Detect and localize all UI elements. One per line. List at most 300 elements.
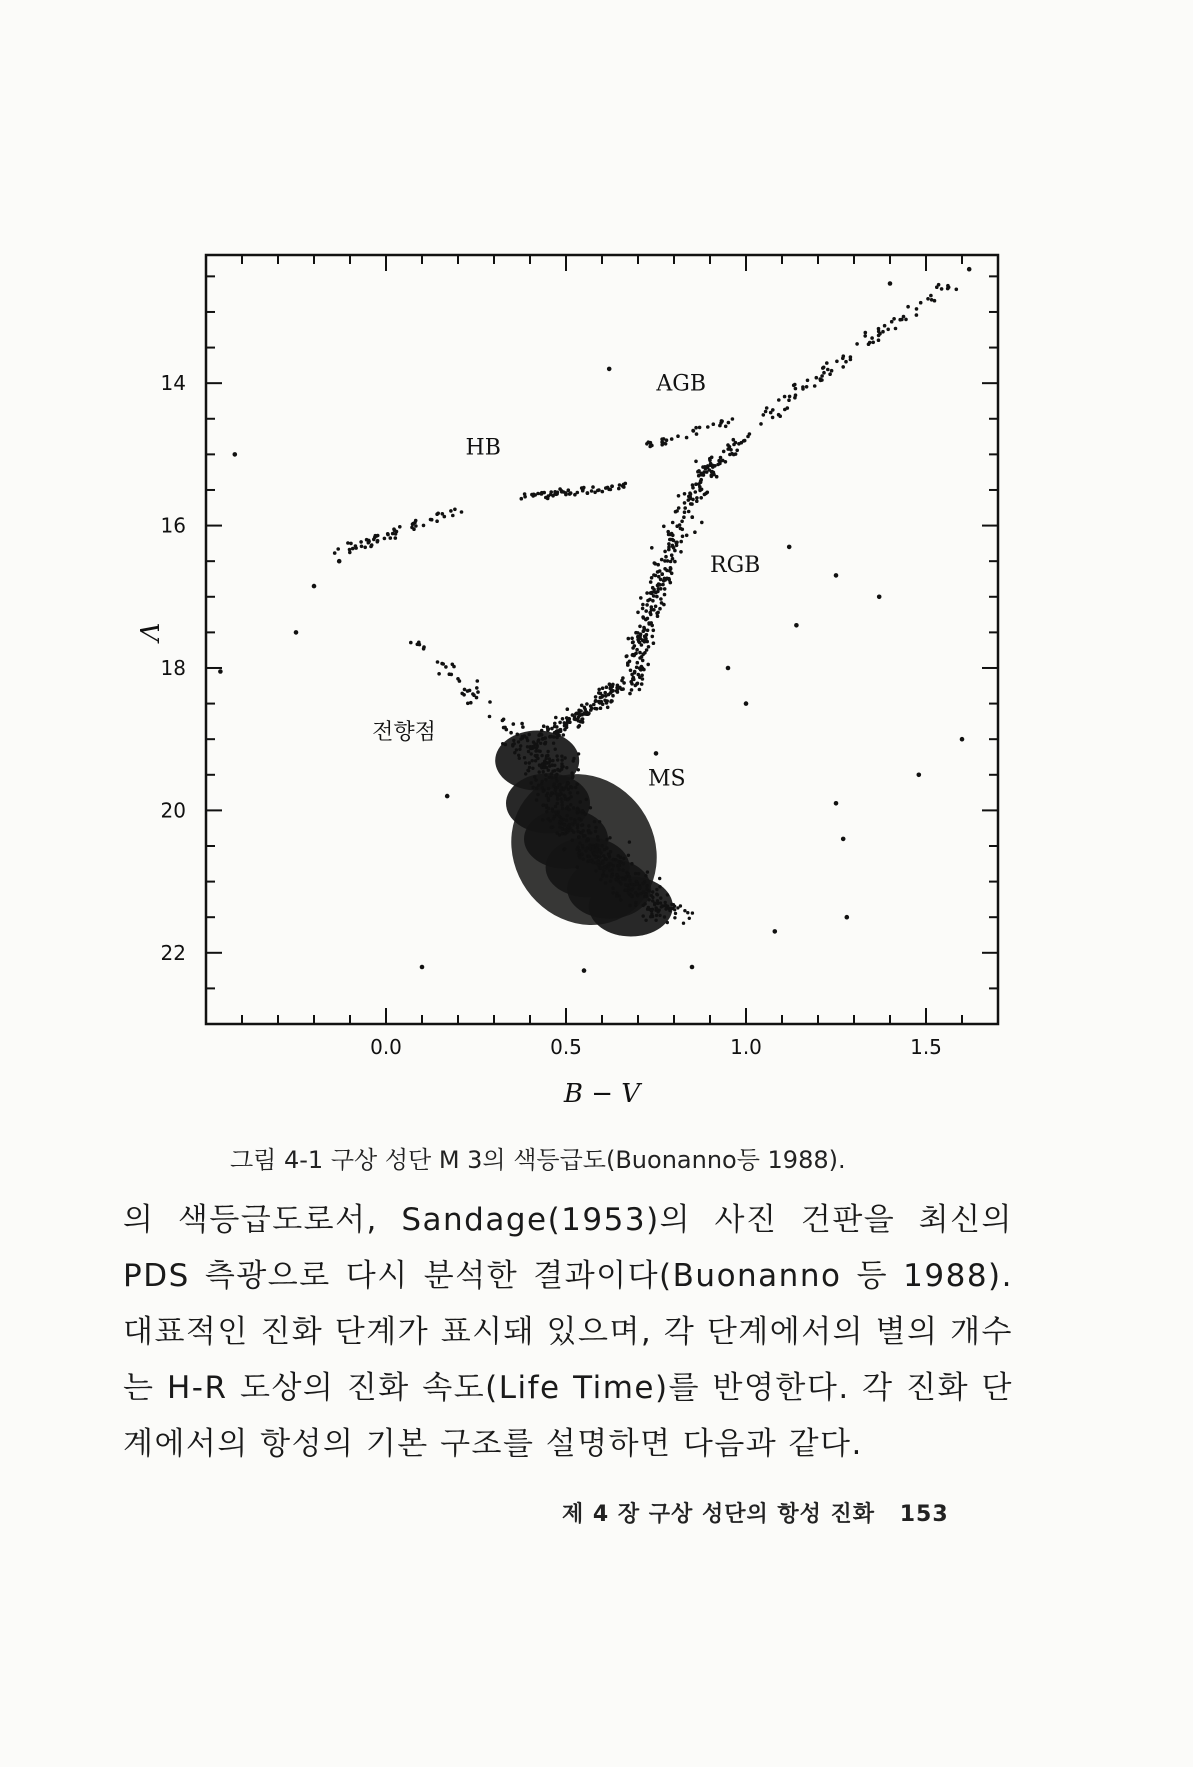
star-point	[376, 534, 380, 538]
star-point	[651, 635, 655, 639]
star-point	[588, 855, 591, 858]
star-point	[621, 877, 624, 880]
star-point	[597, 688, 601, 692]
star-point	[662, 525, 666, 529]
star-point	[673, 905, 676, 908]
x-tick-label: 0.5	[550, 1035, 582, 1059]
star-point	[611, 694, 615, 698]
star-point	[554, 774, 557, 777]
star-point	[547, 761, 550, 764]
star-point	[694, 426, 698, 430]
star-point	[557, 768, 560, 771]
star-point	[609, 850, 612, 853]
star-point	[680, 520, 684, 524]
star-point	[610, 484, 614, 488]
star-point	[555, 725, 559, 729]
star-point	[624, 883, 627, 886]
star-point	[535, 786, 538, 789]
star-point	[703, 465, 707, 469]
star-point	[586, 837, 589, 840]
star-point	[641, 882, 644, 885]
star-point	[677, 494, 681, 498]
star-point	[414, 519, 418, 523]
star-point	[336, 547, 340, 551]
star-point	[726, 443, 730, 447]
star-point	[566, 814, 569, 817]
star-point	[940, 287, 944, 291]
star-point	[955, 288, 959, 292]
star-point	[845, 915, 850, 920]
star-point	[536, 757, 539, 760]
star-point	[649, 580, 653, 584]
star-point	[690, 515, 694, 519]
star-point	[642, 890, 645, 893]
star-point	[648, 898, 651, 901]
star-point	[878, 332, 882, 336]
star-point	[605, 858, 608, 861]
star-point	[561, 717, 565, 721]
star-point	[581, 717, 585, 721]
star-point	[662, 441, 666, 445]
star-point	[646, 870, 649, 873]
star-point	[628, 660, 632, 664]
star-point	[601, 874, 604, 877]
star-point	[581, 844, 584, 847]
star-point	[589, 806, 592, 809]
star-point	[578, 841, 581, 844]
star-point	[596, 835, 599, 838]
star-point	[759, 422, 763, 426]
star-point	[667, 545, 671, 549]
star-point	[630, 888, 633, 891]
star-point	[544, 741, 547, 744]
star-point	[535, 754, 538, 757]
star-point	[526, 769, 529, 772]
star-point	[612, 891, 615, 894]
star-point	[517, 740, 520, 743]
star-point	[636, 635, 640, 639]
star-point	[641, 652, 645, 656]
star-point	[569, 817, 572, 820]
star-point	[644, 874, 647, 877]
star-point	[682, 515, 686, 519]
star-point	[898, 318, 902, 322]
region-label: RGB	[710, 552, 761, 578]
star-point	[967, 267, 972, 272]
star-point	[654, 919, 657, 922]
star-point	[509, 731, 513, 735]
star-point	[686, 911, 689, 914]
star-point	[915, 313, 919, 317]
star-point	[655, 595, 659, 599]
star-point	[926, 297, 930, 301]
star-point	[571, 839, 574, 842]
y-tick-label: 20	[160, 798, 186, 823]
star-point	[689, 497, 693, 501]
star-point	[641, 603, 645, 607]
star-point	[597, 691, 601, 695]
star-point	[629, 669, 633, 673]
star-point	[627, 886, 630, 889]
star-point	[644, 919, 647, 922]
star-point	[609, 684, 613, 688]
star-point	[828, 372, 832, 376]
star-point	[662, 603, 666, 607]
star-point	[542, 724, 546, 728]
star-point	[577, 817, 580, 820]
star-point	[562, 787, 565, 790]
star-point	[849, 355, 853, 359]
star-point	[576, 783, 579, 786]
star-point	[722, 450, 726, 454]
star-point	[670, 553, 674, 557]
star-point	[664, 901, 667, 904]
star-point	[930, 298, 934, 302]
star-point	[695, 432, 699, 436]
star-point	[593, 707, 597, 711]
star-point	[534, 759, 537, 762]
star-point	[582, 486, 586, 490]
star-point	[669, 581, 673, 585]
star-point	[710, 474, 714, 478]
star-point	[881, 330, 885, 334]
star-point	[830, 369, 834, 373]
star-point	[834, 573, 839, 578]
star-point	[554, 805, 557, 808]
star-point	[617, 686, 621, 690]
star-point	[650, 546, 654, 550]
star-point	[460, 510, 464, 514]
star-point	[594, 826, 597, 829]
star-point	[658, 607, 662, 611]
star-point	[670, 903, 673, 906]
star-point	[655, 908, 658, 911]
star-point	[636, 661, 640, 665]
star-point	[551, 809, 554, 812]
star-point	[558, 721, 562, 725]
star-point	[545, 810, 548, 813]
star-point	[645, 591, 649, 595]
star-point	[398, 525, 402, 529]
star-point	[915, 307, 919, 311]
star-point	[628, 840, 631, 843]
x-axis-label: B − V	[563, 1079, 641, 1109]
star-point	[787, 398, 791, 402]
star-point	[354, 544, 358, 548]
star-point	[520, 722, 524, 726]
star-point	[521, 735, 525, 739]
star-point	[634, 684, 638, 688]
star-point	[555, 732, 559, 736]
star-point	[919, 301, 923, 305]
star-point	[513, 742, 516, 745]
star-point	[570, 786, 573, 789]
star-point	[676, 434, 680, 438]
star-point	[420, 965, 425, 970]
star-point	[527, 750, 530, 753]
star-point	[604, 881, 607, 884]
star-point	[523, 756, 526, 759]
star-point	[587, 829, 590, 832]
star-point	[689, 492, 693, 496]
star-point	[563, 823, 566, 826]
star-point	[821, 366, 825, 370]
star-point	[435, 519, 439, 523]
star-point	[552, 735, 556, 739]
star-point	[669, 560, 673, 564]
y-tick-label: 18	[160, 655, 186, 680]
star-point	[608, 869, 611, 872]
star-point	[583, 834, 586, 837]
star-point	[502, 726, 506, 730]
star-point	[727, 421, 731, 425]
y-tick-label: 14	[160, 371, 186, 396]
star-point	[544, 773, 547, 776]
star-point	[549, 794, 552, 797]
star-point	[597, 838, 600, 841]
star-point	[660, 437, 664, 441]
star-point	[669, 566, 673, 570]
star-point	[673, 916, 676, 919]
star-point	[535, 745, 538, 748]
star-point	[451, 663, 455, 667]
star-point	[585, 702, 589, 706]
star-point	[917, 773, 922, 778]
star-point	[411, 522, 415, 526]
star-point	[588, 843, 591, 846]
star-point	[625, 655, 629, 659]
star-point	[633, 670, 637, 674]
star-point	[636, 894, 639, 897]
star-point	[646, 663, 650, 667]
star-point	[619, 882, 622, 885]
star-point	[728, 453, 732, 457]
star-point	[568, 823, 571, 826]
star-point	[732, 453, 736, 457]
star-point	[870, 336, 874, 340]
star-point	[547, 769, 550, 772]
star-point	[547, 797, 550, 800]
star-point	[537, 734, 541, 738]
star-point	[664, 555, 668, 559]
star-point	[826, 368, 830, 372]
star-point	[688, 917, 691, 920]
star-point	[657, 583, 661, 587]
star-point	[655, 914, 658, 917]
star-point	[365, 538, 369, 542]
star-point	[577, 752, 580, 755]
star-point	[576, 791, 579, 794]
star-point	[640, 674, 644, 678]
star-point	[502, 718, 506, 722]
star-point	[560, 758, 563, 761]
star-point	[678, 523, 682, 527]
star-point	[704, 492, 708, 496]
star-point	[783, 395, 787, 399]
star-point	[571, 713, 575, 717]
star-point	[631, 646, 635, 650]
y-tick-labels	[161, 371, 186, 965]
star-point	[370, 543, 374, 547]
star-point	[453, 508, 457, 512]
star-point	[717, 459, 721, 463]
star-point	[383, 537, 387, 541]
star-point	[429, 518, 433, 522]
star-point	[652, 608, 656, 612]
star-point	[548, 757, 551, 760]
star-point	[524, 772, 527, 775]
star-point	[333, 551, 337, 555]
star-point	[528, 766, 531, 769]
star-point	[642, 668, 646, 672]
star-point	[638, 886, 641, 889]
page-number: 153	[899, 1502, 949, 1527]
star-point	[685, 436, 689, 440]
star-point	[451, 514, 455, 518]
star-point	[597, 864, 600, 867]
star-point	[685, 534, 689, 538]
star-point	[554, 748, 557, 751]
star-point	[550, 772, 553, 775]
star-point	[617, 868, 620, 871]
star-point	[654, 605, 658, 609]
star-point	[628, 692, 632, 696]
star-point	[450, 673, 454, 677]
star-point	[634, 891, 637, 894]
star-point	[604, 694, 608, 698]
star-point	[449, 509, 453, 513]
star-point	[683, 909, 686, 912]
star-point	[599, 878, 602, 881]
star-point	[545, 804, 548, 807]
star-point	[645, 633, 649, 637]
star-point	[544, 778, 547, 781]
star-point	[534, 778, 537, 781]
star-point	[769, 411, 773, 415]
star-point	[541, 818, 544, 821]
star-point	[646, 629, 650, 633]
star-point	[668, 569, 672, 573]
star-point	[676, 906, 679, 909]
star-point	[888, 281, 893, 286]
star-point	[794, 387, 798, 391]
star-point	[664, 907, 667, 910]
star-point	[786, 406, 790, 410]
star-point	[594, 695, 598, 699]
star-point	[526, 739, 529, 742]
star-point	[670, 532, 674, 536]
star-point	[561, 803, 564, 806]
star-point	[863, 334, 867, 338]
star-point	[663, 577, 667, 581]
star-point	[724, 425, 728, 429]
star-point	[659, 896, 662, 899]
star-point	[588, 847, 591, 850]
star-point	[617, 854, 620, 857]
star-point	[904, 318, 908, 322]
star-point	[518, 748, 521, 751]
star-point	[628, 904, 631, 907]
star-point	[386, 532, 390, 536]
star-point	[546, 792, 549, 795]
star-point	[598, 701, 602, 705]
star-point	[656, 563, 660, 567]
star-point	[668, 538, 672, 542]
star-point	[675, 544, 679, 548]
star-point	[521, 725, 525, 729]
star-point	[631, 677, 635, 681]
star-point	[813, 384, 817, 388]
star-point	[663, 559, 667, 563]
star-point	[562, 733, 566, 737]
star-point	[726, 447, 730, 451]
star-point	[650, 908, 653, 911]
star-point	[815, 376, 819, 380]
star-point	[637, 872, 640, 875]
star-point	[664, 904, 667, 907]
star-point	[569, 795, 572, 798]
star-point	[566, 719, 570, 723]
star-point	[639, 632, 643, 636]
star-point	[554, 716, 558, 720]
star-point	[527, 733, 531, 737]
star-point	[603, 848, 606, 851]
star-point	[539, 742, 542, 745]
star-point	[573, 717, 577, 721]
star-point	[656, 570, 660, 574]
star-point	[877, 595, 882, 600]
star-point	[670, 437, 674, 441]
star-point	[631, 883, 634, 886]
star-point	[695, 496, 699, 500]
star-point	[601, 686, 605, 690]
star-point	[594, 856, 597, 859]
star-point	[788, 395, 792, 399]
star-point	[587, 824, 590, 827]
star-point	[572, 830, 575, 833]
star-point	[638, 651, 642, 655]
star-point	[641, 638, 645, 642]
star-point	[667, 577, 671, 581]
star-point	[572, 759, 575, 762]
star-point	[635, 666, 639, 670]
star-point	[794, 623, 799, 628]
star-point	[778, 414, 782, 418]
star-point	[646, 884, 649, 887]
star-point	[580, 824, 583, 827]
star-point	[547, 787, 550, 790]
star-point	[529, 747, 532, 750]
x-tick-labels	[370, 1035, 942, 1059]
star-point	[607, 865, 610, 868]
star-point	[552, 817, 555, 820]
star-point	[946, 287, 950, 291]
star-point	[647, 645, 651, 649]
y-tick-label: 16	[160, 513, 186, 538]
star-point	[618, 860, 621, 863]
x-tick-label: 1.5	[910, 1035, 942, 1059]
star-point	[627, 872, 630, 875]
star-point	[561, 807, 564, 810]
star-point	[705, 470, 709, 474]
star-point	[671, 544, 675, 548]
star-point	[348, 551, 352, 555]
star-point	[555, 779, 558, 782]
star-point	[710, 456, 714, 460]
star-point	[626, 663, 630, 667]
star-point	[718, 424, 722, 428]
star-point	[599, 867, 602, 870]
